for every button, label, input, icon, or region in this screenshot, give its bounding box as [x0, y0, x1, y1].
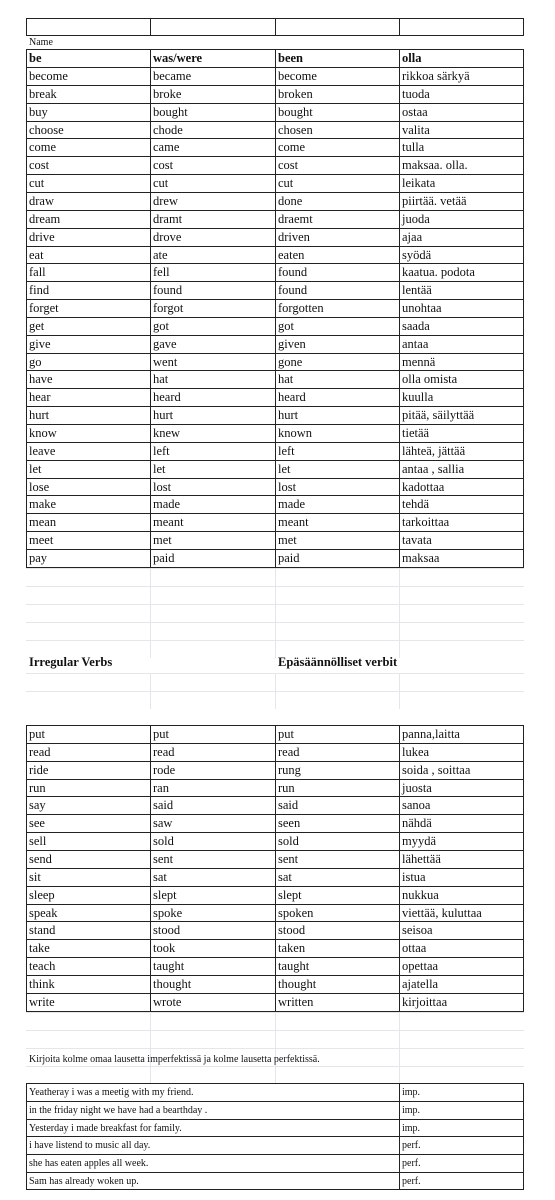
table-row [26, 814, 524, 832]
empty-row[interactable] [26, 1030, 524, 1048]
table-cell[interactable]: panna,laitta [399, 725, 524, 743]
table-cell[interactable]: sold [275, 832, 399, 850]
table-cell[interactable]: forgotten [275, 299, 399, 317]
table-row [26, 85, 524, 103]
table-row [26, 904, 524, 922]
table-cell[interactable]: bought [150, 103, 275, 121]
table-cell[interactable]: saw [150, 814, 275, 832]
table-cell[interactable]: write [26, 993, 150, 1012]
cell[interactable] [399, 18, 524, 36]
cell[interactable] [275, 18, 399, 36]
table-cell[interactable]: speak [26, 904, 150, 922]
table-cell[interactable]: dream [26, 210, 150, 228]
table-cell[interactable]: driven [275, 228, 399, 246]
tense-cell[interactable]: perf. [399, 1172, 524, 1190]
table-cell[interactable]: drive [26, 228, 150, 246]
table-cell[interactable]: thought [275, 975, 399, 993]
table-cell[interactable]: said [150, 796, 275, 814]
table-row [26, 957, 524, 975]
table-cell[interactable]: pitää, säilyttää [399, 406, 524, 424]
table-cell[interactable]: buy [26, 103, 150, 121]
table-cell[interactable]: sell [26, 832, 150, 850]
table-cell[interactable]: have [26, 370, 150, 388]
table-cell[interactable]: slept [150, 886, 275, 904]
table-cell[interactable]: done [275, 192, 399, 210]
table-cell[interactable]: get [26, 317, 150, 335]
table-cell[interactable]: find [26, 281, 150, 299]
table-cell[interactable]: let [26, 460, 150, 478]
table-cell[interactable]: eat [26, 246, 150, 264]
table-cell[interactable]: taught [150, 957, 275, 975]
table-cell[interactable]: hat [150, 370, 275, 388]
table-cell[interactable]: draw [26, 192, 150, 210]
tense-cell[interactable]: imp. [399, 1101, 524, 1119]
table-cell[interactable]: gave [150, 335, 275, 353]
tense-cell[interactable]: imp. [399, 1083, 524, 1101]
table-cell[interactable]: forget [26, 299, 150, 317]
table-cell[interactable]: went [150, 353, 275, 371]
table-cell[interactable]: tarkoittaa [399, 513, 524, 531]
table-cell[interactable]: take [26, 939, 150, 957]
table-row [26, 495, 524, 513]
empty-row[interactable] [26, 604, 524, 622]
table-row [26, 335, 524, 353]
table-cell[interactable]: lentää [399, 281, 524, 299]
table-row [26, 263, 524, 281]
empty-row[interactable] [26, 691, 524, 709]
header-cell[interactable]: been [275, 49, 399, 67]
empty-row[interactable] [26, 568, 524, 586]
table-cell[interactable]: hurt [26, 406, 150, 424]
table-cell[interactable]: fell [150, 263, 275, 281]
table-cell[interactable]: ottaa [399, 939, 524, 957]
table-cell[interactable]: put [26, 725, 150, 743]
table-row [26, 246, 524, 264]
table-cell[interactable]: sat [275, 868, 399, 886]
table-row [26, 549, 524, 568]
header-cell[interactable]: olla [399, 49, 524, 67]
sentence-row [26, 1154, 524, 1172]
table-row [26, 67, 524, 85]
table-cell[interactable]: saada [399, 317, 524, 335]
table-cell[interactable]: chosen [275, 121, 399, 139]
table-cell[interactable]: olla omista [399, 370, 524, 388]
table-cell[interactable]: nähdä [399, 814, 524, 832]
table-cell[interactable]: tavata [399, 531, 524, 549]
table-cell[interactable]: sanoa [399, 796, 524, 814]
table-row [26, 725, 524, 743]
empty-row[interactable] [26, 1012, 524, 1030]
table-cell[interactable]: put [150, 725, 275, 743]
table-cell[interactable]: cost [26, 156, 150, 174]
table-cell[interactable]: leikata [399, 174, 524, 192]
table-cell[interactable]: given [275, 335, 399, 353]
table-row [26, 993, 524, 1012]
table-cell[interactable]: put [275, 725, 399, 743]
table-cell[interactable]: met [275, 531, 399, 549]
table-cell[interactable]: ran [150, 779, 275, 797]
table-row [26, 513, 524, 531]
heading-irregular-verbs: Irregular Verbs [29, 655, 113, 669]
table-cell[interactable]: read [26, 743, 150, 761]
table-row [26, 531, 524, 549]
table-cell[interactable]: ajaa [399, 228, 524, 246]
table-cell[interactable]: syödä [399, 246, 524, 264]
table-cell[interactable]: tietää [399, 424, 524, 442]
table-cell[interactable]: sit [26, 868, 150, 886]
table-cell[interactable]: come [26, 138, 150, 156]
instruction-text: Kirjoita kolme omaa lausetta imperfektissä ja kolme lausetta perfektissä. [29, 1054, 320, 1065]
sentence-row [26, 1172, 524, 1190]
table-row [26, 921, 524, 939]
table-row [26, 442, 524, 460]
empty-row[interactable] [26, 622, 524, 640]
table-cell[interactable]: sent [275, 850, 399, 868]
table-cell[interactable]: teach [26, 957, 150, 975]
table-row [26, 103, 524, 121]
table-cell[interactable]: lähettää [399, 850, 524, 868]
table-row [26, 406, 524, 424]
table-cell[interactable]: spoke [150, 904, 275, 922]
table-row [26, 761, 524, 779]
table-row [26, 192, 524, 210]
table-cell[interactable]: found [275, 263, 399, 281]
table-row [26, 174, 524, 192]
table-row [26, 832, 524, 850]
table-cell[interactable]: wrote [150, 993, 275, 1012]
table-cell[interactable]: unohtaa [399, 299, 524, 317]
table-cell[interactable]: lost [150, 478, 275, 496]
table-cell[interactable]: ride [26, 761, 150, 779]
name-label: Name [29, 37, 53, 48]
table-cell[interactable]: ajatella [399, 975, 524, 993]
table-cell[interactable]: got [150, 317, 275, 335]
table-cell[interactable]: myydä [399, 832, 524, 850]
table-cell[interactable]: juoda [399, 210, 524, 228]
table-cell[interactable]: forgot [150, 299, 275, 317]
table-row [26, 460, 524, 478]
table-cell[interactable]: thought [150, 975, 275, 993]
table-cell[interactable]: hurt [275, 406, 399, 424]
table-cell[interactable]: left [275, 442, 399, 460]
table-cell[interactable]: lähteä, jättää [399, 442, 524, 460]
sentence-cell[interactable]: Sam has already woken up. [26, 1172, 399, 1190]
table-cell[interactable]: pay [26, 549, 150, 568]
table-cell[interactable]: dramt [150, 210, 275, 228]
table-cell[interactable]: drove [150, 228, 275, 246]
table-cell[interactable]: fall [26, 263, 150, 281]
header-cell[interactable]: was/were [150, 49, 275, 67]
table-row [26, 779, 524, 797]
table-cell[interactable]: known [275, 424, 399, 442]
table-cell[interactable]: made [275, 495, 399, 513]
table-cell[interactable]: ostaa [399, 103, 524, 121]
table-cell[interactable]: say [26, 796, 150, 814]
table-row [26, 850, 524, 868]
table-cell[interactable]: heard [275, 388, 399, 406]
table-cell[interactable]: found [150, 281, 275, 299]
table-cell[interactable]: give [26, 335, 150, 353]
empty-row[interactable] [26, 673, 524, 691]
table-cell[interactable]: sleep [26, 886, 150, 904]
table-cell[interactable]: slept [275, 886, 399, 904]
table-row [26, 353, 524, 371]
sentence-cell[interactable]: she has eaten apples all week. [26, 1154, 399, 1172]
cell[interactable] [150, 18, 275, 36]
table-cell[interactable]: see [26, 814, 150, 832]
table-cell[interactable]: lukea [399, 743, 524, 761]
sentence-cell[interactable]: in the friday night we have had a bearthday . [26, 1101, 399, 1119]
table-cell[interactable]: tehdä [399, 495, 524, 513]
table-cell[interactable]: kaatua. podota [399, 263, 524, 281]
table-cell[interactable]: meet [26, 531, 150, 549]
table-cell[interactable]: knew [150, 424, 275, 442]
table-row [26, 370, 524, 388]
table-cell[interactable]: seisoa [399, 921, 524, 939]
table-cell[interactable]: lost [275, 478, 399, 496]
table-cell[interactable]: cost [150, 156, 275, 174]
table-cell[interactable]: maksaa. olla. [399, 156, 524, 174]
table-cell[interactable]: choose [26, 121, 150, 139]
table-cell[interactable]: meant [275, 513, 399, 531]
table-cell[interactable]: tulla [399, 138, 524, 156]
table-cell[interactable]: bought [275, 103, 399, 121]
table-cell[interactable]: cut [26, 174, 150, 192]
table-cell[interactable]: know [26, 424, 150, 442]
empty-row[interactable] [26, 586, 524, 604]
header-cell[interactable]: be [26, 49, 150, 67]
sentence-row [26, 1119, 524, 1137]
table-cell[interactable]: made [150, 495, 275, 513]
sentence-row [26, 1083, 524, 1101]
table-cell[interactable]: kuulla [399, 388, 524, 406]
table-cell[interactable]: mennä [399, 353, 524, 371]
table-cell[interactable]: piirtää. vetää [399, 192, 524, 210]
table-cell[interactable]: meant [150, 513, 275, 531]
table-cell[interactable]: said [275, 796, 399, 814]
table-cell[interactable]: mean [26, 513, 150, 531]
table-cell[interactable]: found [275, 281, 399, 299]
table-cell[interactable]: eaten [275, 246, 399, 264]
tense-cell[interactable]: perf. [399, 1154, 524, 1172]
table-row [26, 228, 524, 246]
table-row [26, 156, 524, 174]
table-cell[interactable]: let [150, 460, 275, 478]
table-cell[interactable]: rode [150, 761, 275, 779]
table-cell[interactable]: sold [150, 832, 275, 850]
table-cell[interactable]: written [275, 993, 399, 1012]
sentence-cell[interactable]: Yeatheray i was a meetig with my friend. [26, 1083, 399, 1101]
table-cell[interactable]: gone [275, 353, 399, 371]
table-cell[interactable]: lose [26, 478, 150, 496]
table-row [26, 796, 524, 814]
table-cell[interactable]: met [150, 531, 275, 549]
sentence-cell[interactable]: i have listend to music all day. [26, 1136, 399, 1154]
table-row [26, 886, 524, 904]
table-cell[interactable]: think [26, 975, 150, 993]
table-cell[interactable]: draemt [275, 210, 399, 228]
table-row [26, 281, 524, 299]
table-cell[interactable]: paid [150, 549, 275, 568]
table-cell[interactable]: istua [399, 868, 524, 886]
header-row [26, 49, 524, 67]
table-cell[interactable]: tuoda [399, 85, 524, 103]
table-cell[interactable]: let [275, 460, 399, 478]
table-cell[interactable]: paid [275, 549, 399, 568]
table-cell[interactable]: maksaa [399, 549, 524, 568]
table-cell[interactable]: go [26, 353, 150, 371]
heading-finnish: Epäsäännölliset verbit [278, 655, 398, 669]
table-cell[interactable]: drew [150, 192, 275, 210]
table-cell[interactable]: kadottaa [399, 478, 524, 496]
table-row [26, 868, 524, 886]
table-cell[interactable]: cut [275, 174, 399, 192]
table-cell[interactable]: run [275, 779, 399, 797]
table-cell[interactable]: leave [26, 442, 150, 460]
table-row [26, 975, 524, 993]
table-row [26, 478, 524, 496]
table-cell[interactable]: broken [275, 85, 399, 103]
table-row [26, 210, 524, 228]
table-row [26, 317, 524, 335]
empty-row[interactable] [26, 1066, 524, 1084]
table-cell[interactable]: valita [399, 121, 524, 139]
table-row [26, 299, 524, 317]
table-row [26, 939, 524, 957]
tense-cell[interactable]: imp. [399, 1119, 524, 1137]
table-cell[interactable]: cut [150, 174, 275, 192]
table-cell[interactable]: viettää, kuluttaa [399, 904, 524, 922]
table-cell[interactable]: become [26, 67, 150, 85]
table-cell[interactable]: run [26, 779, 150, 797]
table-cell[interactable]: juosta [399, 779, 524, 797]
table-cell[interactable]: stood [150, 921, 275, 939]
table-cell[interactable]: became [150, 67, 275, 85]
table-cell[interactable]: hurt [150, 406, 275, 424]
table-row [26, 424, 524, 442]
table-cell[interactable]: stand [26, 921, 150, 939]
table-row [26, 138, 524, 156]
cell[interactable] [26, 18, 150, 36]
table-cell[interactable]: kirjoittaa [399, 993, 524, 1012]
table-cell[interactable]: break [26, 85, 150, 103]
tense-cell[interactable]: perf. [399, 1136, 524, 1154]
table-cell[interactable]: read [150, 743, 275, 761]
table-cell[interactable]: ate [150, 246, 275, 264]
table-row [26, 388, 524, 406]
table-cell[interactable]: left [150, 442, 275, 460]
table-cell[interactable]: rung [275, 761, 399, 779]
table-cell[interactable]: seen [275, 814, 399, 832]
table-cell[interactable]: send [26, 850, 150, 868]
table-cell[interactable]: stood [275, 921, 399, 939]
table-cell[interactable]: come [275, 138, 399, 156]
table-cell[interactable]: sat [150, 868, 275, 886]
table-cell[interactable]: came [150, 138, 275, 156]
table-cell[interactable]: antaa [399, 335, 524, 353]
table-cell[interactable]: opettaa [399, 957, 524, 975]
table-row [26, 121, 524, 139]
table-cell[interactable]: hear [26, 388, 150, 406]
table-cell[interactable]: rikkoa särkyä [399, 67, 524, 85]
table-cell[interactable]: nukkua [399, 886, 524, 904]
top-empty-cells [26, 18, 524, 36]
table-cell[interactable]: broke [150, 85, 275, 103]
table-cell[interactable]: hat [275, 370, 399, 388]
table-cell[interactable]: make [26, 495, 150, 513]
sentence-cell[interactable]: Yesterday i made breakfast for family. [26, 1119, 399, 1137]
table-cell[interactable]: chode [150, 121, 275, 139]
table-cell[interactable]: spoken [275, 904, 399, 922]
sentence-row [26, 1101, 524, 1119]
table-cell[interactable]: soida , soittaa [399, 761, 524, 779]
table-cell[interactable]: taught [275, 957, 399, 975]
sentence-row [26, 1136, 524, 1154]
table-cell[interactable]: read [275, 743, 399, 761]
table-cell[interactable]: sent [150, 850, 275, 868]
table-cell[interactable]: cost [275, 156, 399, 174]
table-cell[interactable]: heard [150, 388, 275, 406]
table-cell[interactable]: taken [275, 939, 399, 957]
table-cell[interactable]: become [275, 67, 399, 85]
table-cell[interactable]: got [275, 317, 399, 335]
table-row [26, 743, 524, 761]
table-cell[interactable]: took [150, 939, 275, 957]
table-cell[interactable]: antaa , sallia [399, 460, 524, 478]
